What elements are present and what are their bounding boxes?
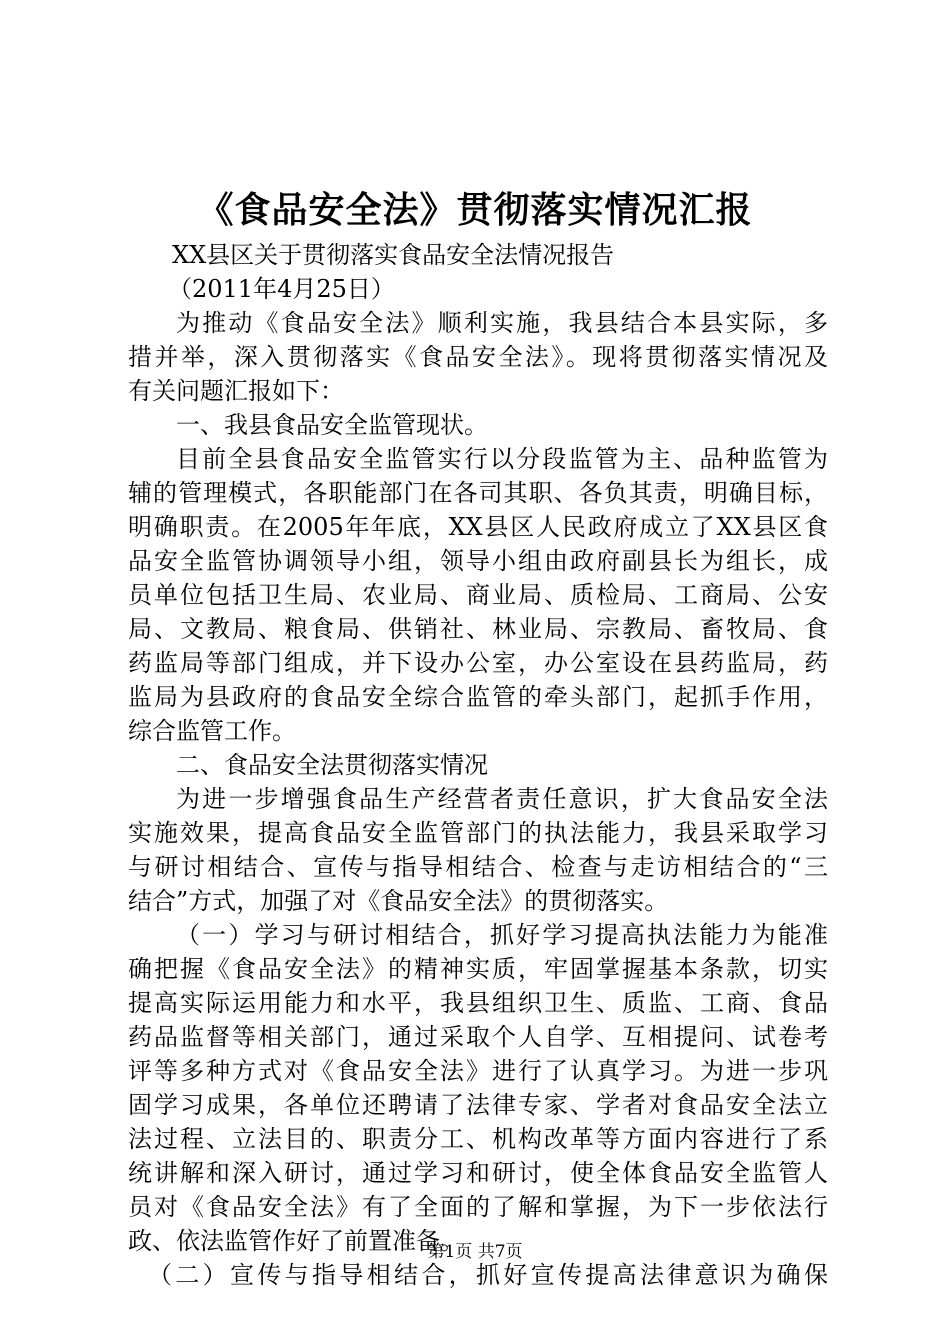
- paragraph-line: 药品监督等相关部门，通过采取个人自学、互相提问、试卷考: [128, 1023, 828, 1051]
- report-date: （2011年4月25日）: [168, 275, 395, 303]
- paragraph-line: 评等多种方式对《食品安全法》进行了认真学习。为进一步巩: [128, 1057, 828, 1085]
- paragraph-line: 目前全县食品安全监管实行以分段监管为主、品种监管为: [176, 445, 828, 473]
- paragraph-line: 药监局等部门组成，并下设办公室，办公室设在县药监局，药: [128, 649, 828, 677]
- paragraph-line: 统讲解和深入研讨，通过学习和研讨，使全体食品安全监管人: [128, 1159, 828, 1187]
- paragraph-line: 局、文教局、粮食局、供销社、林业局、宗教局、畜牧局、食: [128, 615, 828, 643]
- paragraph-line: 法过程、立法目的、职责分工、机构改革等方面内容进行了系: [128, 1125, 828, 1153]
- paragraph-line: 为进一步增强食品生产经营者责任意识，扩大食品安全法: [176, 785, 828, 813]
- paragraph-line: （一）学习与研讨相结合，抓好学习提高执法能力为能准: [176, 921, 828, 949]
- paragraph-line: 确把握《食品安全法》的精神实质，牢固掌握基本条款，切实: [128, 955, 828, 983]
- paragraph-line: 品安全监管协调领导小组，领导小组由政府副县长为组长，成: [128, 547, 828, 575]
- paragraph-line: 为推动《食品安全法》顺利实施，我县结合本县实际，多: [176, 309, 828, 337]
- paragraph-line: 提高实际运用能力和水平，我县组织卫生、质监、工商、食品: [128, 989, 828, 1017]
- page-number-footer: 第1页 共7页: [427, 1242, 523, 1262]
- paragraph-line: 综合监管工作。: [128, 717, 296, 745]
- document-body: [128, 238, 828, 1292]
- paragraph-line: 政、依法监管作好了前置准备。: [128, 1227, 464, 1255]
- paragraph-line: 结合”方式，加强了对《食品安全法》的贯彻落实。: [128, 887, 669, 915]
- paragraph-line: 辅的管理模式，各职能部门在各司其职、各负其责，明确目标，: [128, 479, 828, 507]
- paragraph-line: 员单位包括卫生局、农业局、商业局、质检局、工商局、公安: [128, 581, 828, 609]
- report-subtitle: XX县区关于贯彻落实食品安全法情况报告: [172, 241, 615, 269]
- paragraph-line: 固学习成果，各单位还聘请了法律专家、学者对食品安全法立: [128, 1091, 828, 1119]
- paragraph-line: （二）宣传与指导相结合，抓好宣传提高法律意识为确保: [148, 1261, 828, 1289]
- paragraph-line: 员对《食品安全法》有了全面的了解和掌握，为下一步依法行: [128, 1193, 828, 1221]
- document-title: 《食品安全法》贯彻落实情况汇报: [197, 189, 753, 231]
- paragraph-line: 措并举，深入贯彻落实《食品安全法》。现将贯彻落实情况及: [128, 343, 828, 371]
- section-heading: 一、我县食品安全监管现状。: [176, 411, 488, 439]
- paragraph-line: 监局为县政府的食品安全综合监管的牵头部门，起抓手作用，: [128, 683, 828, 711]
- section-heading: 二、食品安全法贯彻落实情况: [176, 751, 488, 779]
- paragraph-line: 实施效果，提高食品安全监管部门的执法能力，我县采取学习: [128, 819, 828, 847]
- paragraph-line: 有关问题汇报如下：: [128, 377, 344, 405]
- paragraph-line: 明确职责。在2005年年底，XX县区人民政府成立了XX县区食: [128, 513, 828, 541]
- paragraph-line: 与研讨相结合、宣传与指导相结合、检查与走访相结合的“三: [128, 853, 828, 881]
